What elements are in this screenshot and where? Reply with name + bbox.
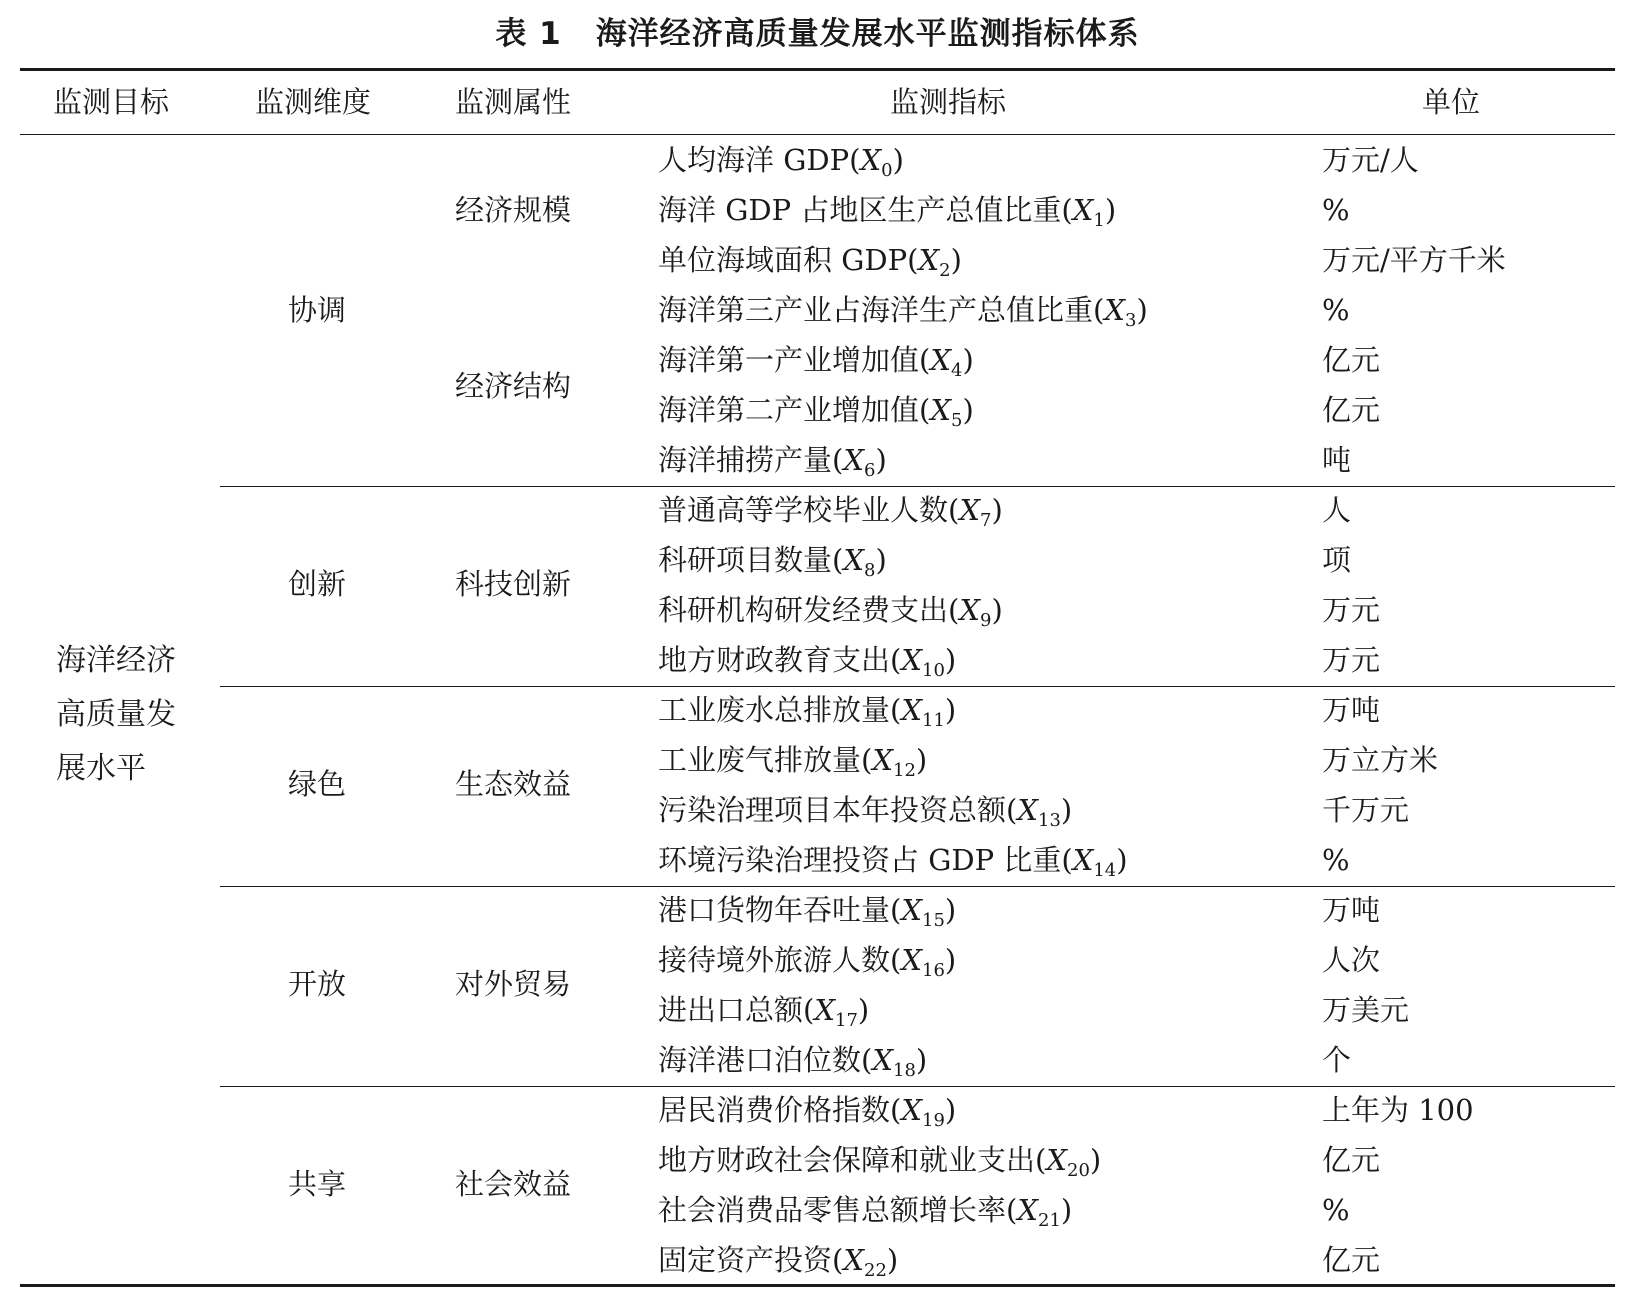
- indicator-label: 污染治理项目本年投资总额: [658, 793, 1007, 827]
- indicator-label: 科研项目数量: [658, 543, 833, 577]
- indicator-unit: 亿元: [1322, 393, 1381, 427]
- dimension-innovation: 创新: [288, 567, 347, 601]
- indicator-unit: 人: [1322, 493, 1352, 527]
- goal-line-3: 展水平: [56, 751, 146, 786]
- group-divider: [220, 486, 1615, 487]
- attribute-ecological-benefit: 生态效益: [455, 767, 572, 801]
- indicator-subscript: 5: [951, 410, 963, 431]
- indicator-unit: 吨: [1322, 443, 1352, 477]
- indicator-label: 海洋第一产业增加值: [658, 343, 920, 377]
- indicator-unit: 个: [1322, 1043, 1352, 1077]
- indicator-name: 进出口总额$(X_{17})$: [658, 993, 870, 1031]
- dimension-coordination: 协调: [288, 293, 347, 327]
- dimension-green: 绿色: [288, 767, 347, 801]
- table-number: 表 1: [495, 16, 562, 52]
- indicator-label: 社会消费品零售总额增长率: [658, 1193, 1007, 1227]
- indicator-label: 工业废水总排放量: [658, 693, 891, 727]
- indicator-name: 海洋捕捞产量$(X_6)$: [658, 443, 887, 481]
- indicator-subscript: 16: [922, 960, 945, 981]
- monitoring-goal: [56, 634, 216, 796]
- indicator-label: 接待境外旅游人数: [658, 943, 891, 977]
- indicator-symbol: X: [959, 593, 980, 627]
- group-divider: [220, 886, 1615, 887]
- header-goal: 监测目标: [53, 85, 170, 119]
- indicator-label: 环境污染治理投资占 GDP 比重: [658, 843, 1062, 877]
- indicator-label: 进出口总额: [658, 993, 804, 1027]
- indicator-name: 科研项目数量$(X_8)$: [658, 543, 887, 581]
- indicator-label: 港口货物年吞吐量: [658, 893, 891, 927]
- indicator-unit: %: [1322, 293, 1350, 327]
- indicator-name: 单位海域面积 $GDP(X_2)$: [658, 243, 962, 281]
- indicator-symbol: X: [1072, 193, 1094, 227]
- indicator-unit: 万吨: [1322, 893, 1381, 927]
- indicator-symbol: X: [1046, 1143, 1067, 1177]
- indicator-label: 固定资产投资: [658, 1243, 833, 1277]
- indicator-unit: 万元/平方千米: [1322, 243, 1506, 277]
- top-rule: [20, 68, 1615, 71]
- attribute-foreign-trade: 对外贸易: [455, 967, 572, 1001]
- indicator-name: 海洋港口泊位数$(X_{18})$: [658, 1043, 928, 1081]
- indicator-subscript: 22: [864, 1260, 887, 1281]
- indicator-label: 工业废气排放量: [658, 743, 862, 777]
- indicator-name: 接待境外旅游人数$(X_{16})$: [658, 943, 957, 981]
- indicator-unit: 万美元: [1322, 993, 1410, 1027]
- indicator-name: 工业废水总排放量$(X_{11})$: [658, 693, 957, 731]
- attribute-social-benefit: 社会效益: [455, 1167, 572, 1201]
- indicator-unit: 亿元: [1322, 1143, 1381, 1177]
- indicator-label: 地方财政社会保障和就业支出: [658, 1143, 1036, 1177]
- header-unit: 单位: [1422, 85, 1481, 119]
- indicator-subscript: 19: [922, 1110, 945, 1131]
- indicator-label: 单位海域面积 GDP: [658, 243, 908, 277]
- indicator-subscript: 14: [1093, 860, 1117, 881]
- group-divider: [220, 686, 1615, 687]
- indicator-label: 居民消费价格指数: [658, 1093, 891, 1127]
- indicator-symbol: X: [930, 393, 951, 427]
- indicator-symbol: X: [843, 543, 864, 577]
- indicator-symbol: X: [901, 1093, 922, 1127]
- dimension-sharing: 共享: [288, 1167, 347, 1201]
- indicator-subscript: 17: [835, 1010, 858, 1031]
- bottom-rule: [20, 1284, 1615, 1287]
- indicator-unit: %: [1322, 193, 1350, 227]
- indicator-unit: 上年为 100: [1322, 1093, 1474, 1127]
- indicator-label: 普通高等学校毕业人数: [658, 493, 949, 527]
- indicator-label: 海洋第三产业占海洋生产总值比重: [658, 293, 1094, 327]
- indicator-symbol: X: [1104, 293, 1125, 327]
- indicator-label: 人均海洋 GDP: [658, 143, 850, 177]
- indicator-name: 污染治理项目本年投资总额$(X_{13})$: [658, 793, 1073, 831]
- indicator-name: 海洋第三产业占海洋生产总值比重$(X_3)$: [658, 293, 1148, 331]
- table-title: [0, 8, 1635, 53]
- indicator-symbol: X: [872, 743, 893, 777]
- indicator-name: 社会消费品零售总额增长率$(X_{21})$: [658, 1193, 1073, 1231]
- indicator-subscript: 2: [939, 260, 951, 281]
- indicator-subscript: 11: [922, 710, 945, 731]
- indicator-name: 地方财政教育支出$(X_{10})$: [658, 643, 957, 681]
- indicator-symbol: X: [872, 1043, 893, 1077]
- indicator-symbol: X: [901, 943, 922, 977]
- indicator-symbol: X: [843, 1243, 864, 1277]
- indicator-subscript: 18: [893, 1060, 916, 1081]
- indicator-symbol: X: [1017, 1193, 1038, 1227]
- indicator-subscript: 4: [951, 360, 963, 381]
- indicator-unit: 项: [1322, 543, 1352, 577]
- header-dimension: 监测维度: [255, 85, 372, 119]
- indicator-name: 固定资产投资$(X_{22})$: [658, 1243, 899, 1281]
- indicator-unit: 万元: [1322, 643, 1381, 677]
- indicator-name: 海洋 GDP 占地区生产总值比重$(X_1)$: [658, 193, 1117, 231]
- indicator-unit: 千万元: [1322, 793, 1410, 827]
- indicator-symbol: X: [901, 693, 922, 727]
- goal-line-2: 高质量发: [56, 697, 176, 732]
- attribute-tech-innovation: 科技创新: [455, 567, 572, 601]
- indicator-subscript: 13: [1038, 810, 1061, 831]
- indicator-unit: 亿元: [1322, 343, 1381, 377]
- goal-line-1: 海洋经济: [56, 643, 176, 678]
- indicator-unit: %: [1322, 1193, 1350, 1227]
- indicator-subscript: 12: [893, 760, 916, 781]
- dimension-openness: 开放: [288, 967, 347, 1001]
- attribute-economic-scale: 经济规模: [455, 193, 572, 227]
- indicator-subscript: 1: [1093, 210, 1105, 231]
- indicator-symbol: X: [901, 643, 922, 677]
- indicator-unit: %: [1322, 843, 1350, 877]
- indicator-symbol: X: [843, 443, 864, 477]
- indicator-symbol: X: [901, 893, 922, 927]
- indicator-unit: 人次: [1322, 943, 1381, 977]
- indicator-name: 地方财政社会保障和就业支出$(X_{20})$: [658, 1143, 1102, 1181]
- indicator-subscript: 10: [922, 660, 945, 681]
- indicator-name: 环境污染治理投资占 GDP 比重$(X_{14})$: [658, 843, 1128, 881]
- indicator-subscript: 0: [881, 160, 893, 181]
- header-indicator: 监测指标: [890, 85, 1007, 119]
- indicator-symbol: X: [918, 243, 940, 277]
- indicator-subscript: 7: [980, 510, 992, 531]
- indicator-label: 海洋 GDP 占地区生产总值比重: [658, 193, 1062, 227]
- header-rule: [20, 134, 1615, 135]
- indicator-label: 海洋第二产业增加值: [658, 393, 920, 427]
- indicator-name: 海洋第二产业增加值$(X_5)$: [658, 393, 974, 431]
- indicator-symbol: X: [959, 493, 980, 527]
- indicator-subscript: 3: [1125, 310, 1137, 331]
- indicator-symbol: X: [1072, 843, 1094, 877]
- indicator-subscript: 6: [864, 460, 876, 481]
- indicator-name: 普通高等学校毕业人数$(X_7)$: [658, 493, 1003, 531]
- indicator-name: 人均海洋 $GDP(X_0)$: [658, 143, 904, 181]
- indicator-name: 工业废气排放量$(X_{12})$: [658, 743, 928, 781]
- indicator-unit: 万吨: [1322, 693, 1381, 727]
- indicator-subscript: 21: [1038, 1210, 1061, 1231]
- indicator-subscript: 9: [980, 610, 992, 631]
- indicator-name: 居民消费价格指数$(X_{19})$: [658, 1093, 957, 1131]
- indicator-label: 海洋捕捞产量: [658, 443, 833, 477]
- indicator-symbol: X: [860, 143, 882, 177]
- indicator-unit: 万元/人: [1322, 143, 1419, 177]
- indicator-label: 海洋港口泊位数: [658, 1043, 862, 1077]
- indicator-subscript: 15: [922, 910, 945, 931]
- indicator-name: 科研机构研发经费支出$(X_9)$: [658, 593, 1003, 631]
- indicator-unit: 万元: [1322, 593, 1381, 627]
- indicator-label: 科研机构研发经费支出: [658, 593, 949, 627]
- indicator-name: 海洋第一产业增加值$(X_4)$: [658, 343, 974, 381]
- attribute-economic-structure: 经济结构: [455, 369, 572, 403]
- indicator-symbol: X: [1017, 793, 1038, 827]
- table-title-text: 海洋经济高质量发展水平监测指标体系: [595, 16, 1140, 52]
- indicator-label: 地方财政教育支出: [658, 643, 891, 677]
- indicator-unit: 万立方米: [1322, 743, 1439, 777]
- indicator-unit: 亿元: [1322, 1243, 1381, 1277]
- indicator-symbol: X: [814, 993, 835, 1027]
- indicator-symbol: X: [930, 343, 951, 377]
- header-attribute: 监测属性: [455, 85, 572, 119]
- indicator-subscript: 8: [864, 560, 876, 581]
- group-divider: [220, 1086, 1615, 1087]
- indicator-name: 港口货物年吞吐量$(X_{15})$: [658, 893, 957, 931]
- indicator-subscript: 20: [1067, 1160, 1090, 1181]
